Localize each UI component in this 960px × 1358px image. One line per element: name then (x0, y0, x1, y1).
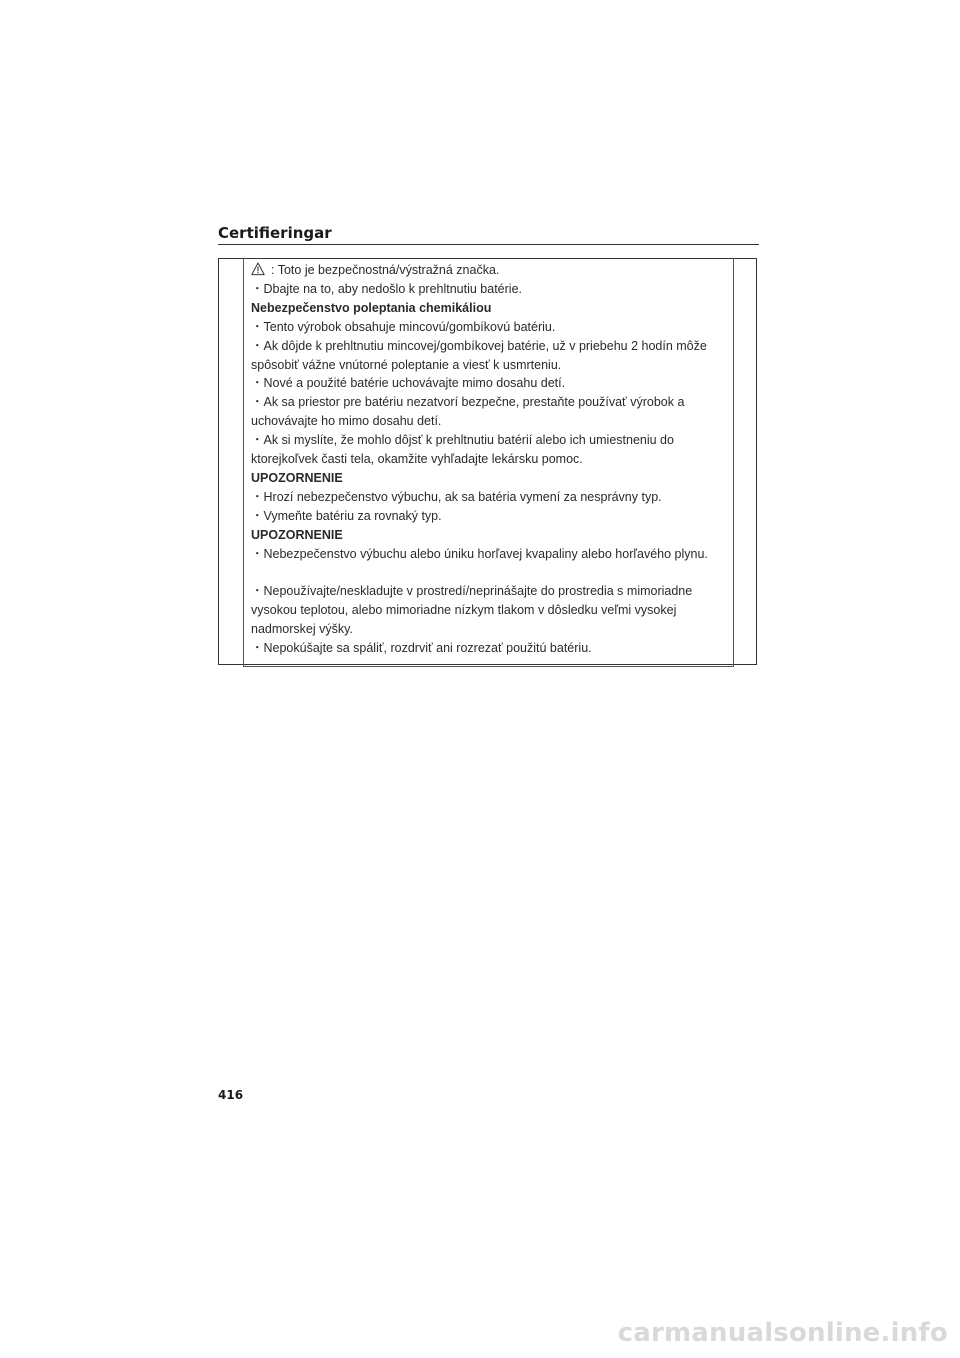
notice-line: ・Ak si myslíte, že mohlo dôjsť k prehltnutiu batérií alebo ich umiestneniu do (251, 433, 674, 448)
title-divider (218, 244, 759, 245)
notice-line: ・Ak sa priestor pre batériu nezatvorí bezpečne, prestaňte používať výrobok a (251, 395, 685, 410)
notice-line: nadmorskej výšky. (251, 622, 353, 637)
notice-line: ・Nebezpečenstvo výbuchu alebo úniku horľavej kvapaliny alebo horľavého plynu. (251, 546, 708, 561)
notice-line: uchovávajte ho mimo dosahu detí. (251, 414, 442, 429)
section-title: Certifieringar (218, 224, 332, 242)
notice-line: vysokou teplotou, alebo mimoriadne nízkym tlakom v dôsledku veľmi vysokej (251, 603, 677, 618)
notice-spacer (251, 564, 729, 583)
notice-content (251, 261, 729, 658)
notice-line: ・Tento výrobok obsahuje mincovú/gombíkovú batériu. (251, 319, 556, 334)
warning-symbol-text: : Toto je bezpečnostná/výstražná značka. (271, 263, 500, 277)
notice-heading: Nebezpečenstvo poleptania chemikáliou (251, 300, 492, 315)
warning-symbol-row (251, 261, 729, 280)
notice-line: ・Dbajte na to, aby nedošlo k prehltnutiu batérie. (251, 281, 523, 296)
notice-line: spôsobiť vážne vnútorné poleptanie a viesť k usmrteniu. (251, 357, 562, 372)
notice-line: ・Nepokúšajte sa spáliť, rozdrviť ani rozrezať použitú batériu. (251, 641, 592, 656)
notice-heading: UPOZORNENIE (251, 470, 343, 485)
page-number: 416 (218, 1088, 244, 1102)
notice-line: ・Nové a použité batérie uchovávajte mimo dosahu detí. (251, 376, 566, 391)
notice-line: ktorejkoľvek časti tela, okamžite vyhľadajte lekársku pomoc. (251, 452, 583, 467)
notice-line: ・Nepoužívajte/neskladujte v prostredí/neprinášajte do prostredia s mimoriadne (251, 584, 693, 599)
watermark: carmanualsonline.info (617, 1318, 948, 1348)
notice-heading: UPOZORNENIE (251, 527, 343, 542)
notice-line: ・Ak dôjde k prehltnutiu mincovej/gombíkovej batérie, už v priebehu 2 hodín môže (251, 338, 707, 353)
notice-line: ・Hrozí nebezpečenstvo výbuchu, ak sa batéria vymení za nesprávny typ. (251, 489, 662, 504)
warning-triangle-icon (251, 262, 265, 276)
notice-line: ・Vymeňte batériu za rovnaký typ. (251, 508, 442, 523)
